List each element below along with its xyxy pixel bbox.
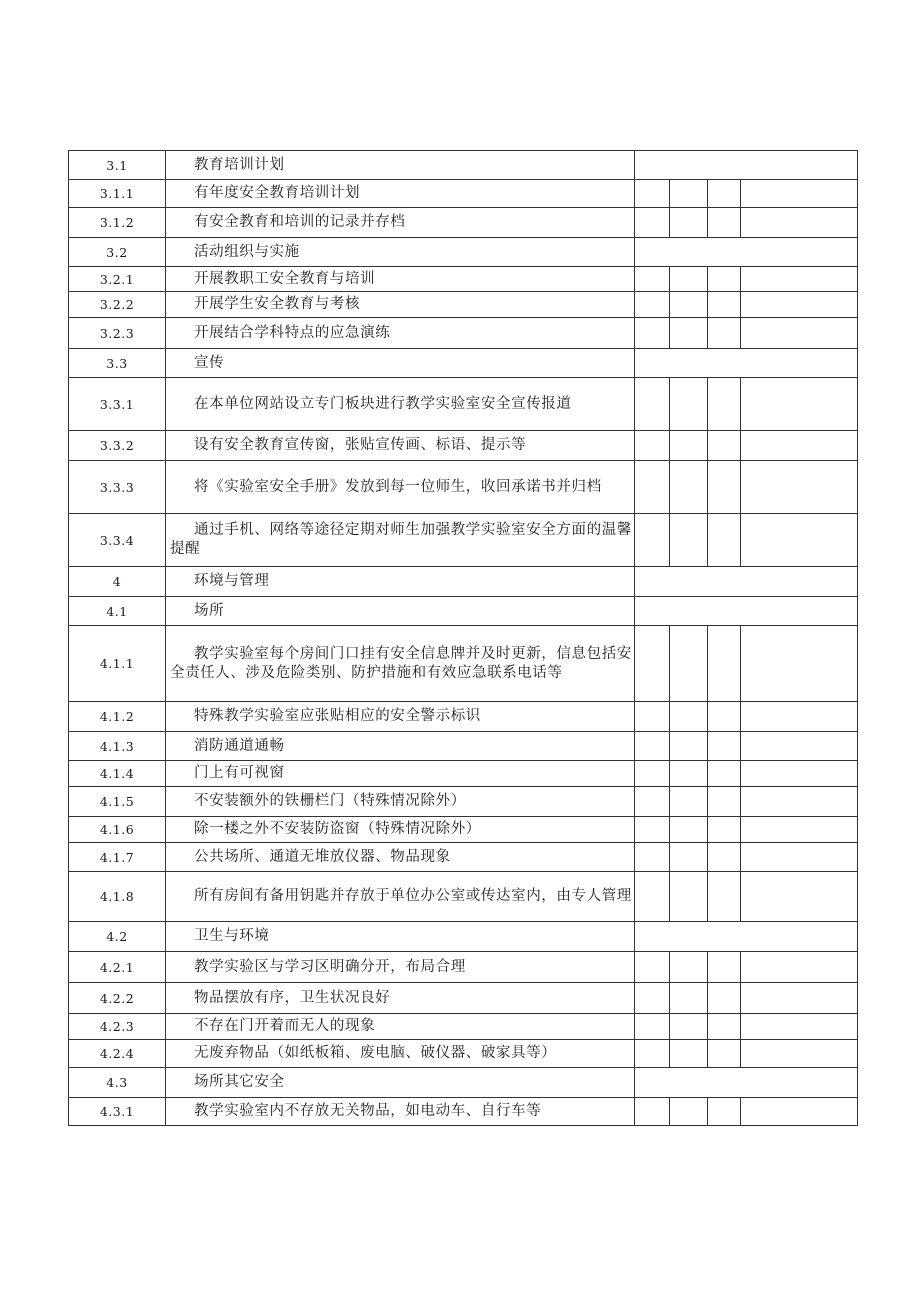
item-description-text: 特殊教学实验室应张贴相应的安全警示标识 [194,708,481,724]
item-number: 3.1.1 [69,180,166,208]
section-spacer-cell [635,349,858,378]
check-cell-4[interactable] [741,514,858,567]
item-description [166,761,635,787]
item-description-text: 在本单位网站设立专门板块进行教学实验室安全宣传报道 [194,395,572,412]
check-cell-4[interactable] [741,626,858,702]
check-cell-1[interactable] [635,843,670,872]
item-number: 3.3.2 [69,431,166,461]
item-description [166,292,635,318]
item-description [166,702,635,732]
section-row [69,1068,858,1098]
item-description [166,514,635,567]
check-cell-4[interactable] [741,1014,858,1040]
item-description [166,732,635,761]
check-cell-1[interactable] [635,1040,670,1068]
item-row [69,461,858,514]
item-description [166,378,635,431]
check-cell-2[interactable] [670,952,708,983]
check-cell-2[interactable] [670,514,708,567]
check-cell-2[interactable] [670,761,708,787]
item-number: 4.2 [69,922,166,952]
check-cell-1[interactable] [635,292,670,318]
check-cell-4[interactable] [741,872,858,922]
item-description-text: 开展结合学科特点的应急演练 [194,324,391,341]
item-description [166,238,635,267]
check-cell-2[interactable] [670,732,708,761]
check-cell-4[interactable] [741,761,858,787]
check-cell-3[interactable] [708,267,741,292]
check-cell-3[interactable] [708,1040,741,1068]
item-row [69,872,858,922]
item-row [69,732,858,761]
section-check-cell[interactable] [635,151,858,180]
item-number: 4.3.1 [69,1098,166,1126]
check-cell-1[interactable] [635,461,670,514]
item-number: 4.1.3 [69,732,166,761]
item-description-text: 卫生与环境 [194,928,270,944]
item-row [69,267,858,292]
check-cell-3[interactable] [708,787,741,817]
check-cell-3[interactable] [708,1098,741,1126]
check-cell-1[interactable] [635,952,670,983]
item-description-text: 消防通道通畅 [194,737,285,754]
item-description-text: 物品摆放有序，卫生状况良好 [194,989,391,1006]
item-description-text: 有安全教育和培训的记录并存档 [194,214,406,230]
item-description [166,1098,635,1126]
check-cell-4[interactable] [741,1040,858,1068]
item-number: 4.1.7 [69,843,166,872]
item-number: 3.3.1 [69,378,166,431]
check-cell-2[interactable] [670,843,708,872]
item-description-text: 活动组织与实施 [194,243,300,260]
section-spacer-cell [635,567,858,597]
item-row [69,1014,858,1040]
check-cell-3[interactable] [708,378,741,431]
item-description [166,318,635,349]
item-description-text: 有年度安全教育培训计划 [194,185,361,201]
check-cell-3[interactable] [708,817,741,843]
item-description [166,983,635,1014]
item-number: 3.3.4 [69,514,166,567]
item-description [166,952,635,983]
check-cell-4[interactable] [741,1098,858,1126]
item-description [166,626,635,702]
item-row [69,208,858,238]
section-spacer-cell [635,1068,858,1098]
item-description [166,1040,635,1068]
check-cell-4[interactable] [741,732,858,761]
check-cell-1[interactable] [635,1014,670,1040]
check-cell-3[interactable] [708,732,741,761]
check-cell-1[interactable] [635,817,670,843]
item-number: 3.2.3 [69,318,166,349]
check-cell-3[interactable] [708,626,741,702]
check-cell-3[interactable] [708,952,741,983]
section-row [69,597,858,626]
item-description [166,267,635,292]
check-cell-1[interactable] [635,872,670,922]
item-description-text: 通过手机、网络等途径定期对师生加强教学实验室安全方面的温馨提醒 [170,522,632,557]
check-cell-3[interactable] [708,702,741,732]
item-description-text: 无废弃物品（如纸板箱、废电脑、破仪器、破家具等） [194,1045,557,1061]
item-description [166,922,635,952]
check-cell-4[interactable] [741,983,858,1014]
item-description [166,180,635,208]
check-cell-4[interactable] [741,431,858,461]
item-row [69,180,858,208]
item-number: 4.1.8 [69,872,166,922]
check-cell-4[interactable] [741,702,858,732]
item-description [166,1014,635,1040]
check-cell-1[interactable] [635,267,670,292]
check-cell-3[interactable] [708,1014,741,1040]
item-description [166,208,635,238]
item-description-text: 设有安全教育宣传窗，张贴宣传画、标语、提示等 [194,437,527,453]
checklist-body [69,151,858,1126]
check-cell-2[interactable] [670,817,708,843]
item-number: 3.2.2 [69,292,166,318]
item-row [69,378,858,431]
inspection-checklist-table [68,150,858,1126]
check-cell-4[interactable] [741,267,858,292]
item-description [166,349,635,378]
item-row [69,952,858,983]
item-description-text: 场所 [194,602,225,619]
check-cell-2[interactable] [670,1014,708,1040]
check-cell-4[interactable] [741,318,858,349]
item-number: 3.2 [69,238,166,267]
item-number: 4 [69,567,166,597]
check-cell-1[interactable] [635,180,670,208]
check-cell-2[interactable] [670,1040,708,1068]
check-cell-1[interactable] [635,702,670,732]
section-spacer-cell [635,922,858,952]
check-cell-3[interactable] [708,180,741,208]
item-description [166,151,635,180]
check-cell-2[interactable] [670,702,708,732]
check-cell-2[interactable] [670,461,708,514]
check-cell-4[interactable] [741,378,858,431]
check-cell-1[interactable] [635,732,670,761]
check-cell-3[interactable] [708,292,741,318]
check-cell-2[interactable] [670,318,708,349]
check-cell-2[interactable] [670,787,708,817]
item-description [166,461,635,514]
section-spacer-cell [635,238,858,267]
item-row [69,761,858,787]
item-description [166,567,635,597]
item-description-text: 场所其它安全 [194,1074,285,1090]
item-number: 4.1.1 [69,626,166,702]
check-cell-2[interactable] [670,431,708,461]
check-cell-4[interactable] [741,817,858,843]
item-row [69,1098,858,1126]
check-cell-4[interactable] [741,952,858,983]
item-description-text: 将《实验室安全手册》发放到每一位师生，收回承诺书并归档 [194,478,602,495]
check-cell-4[interactable] [741,461,858,514]
check-cell-4[interactable] [741,208,858,238]
item-description [166,431,635,461]
item-row [69,983,858,1014]
item-row [69,626,858,702]
item-row [69,431,858,461]
check-cell-3[interactable] [708,461,741,514]
check-cell-1[interactable] [635,378,670,431]
check-cell-1[interactable] [635,787,670,817]
item-description-text: 开展学生安全教育与考核 [194,296,361,312]
check-cell-1[interactable] [635,208,670,238]
check-cell-4[interactable] [741,787,858,817]
item-row [69,817,858,843]
item-description-text: 环境与管理 [194,573,270,589]
check-cell-1[interactable] [635,431,670,461]
item-description-text: 教学实验室每个房间门口挂有安全信息牌并及时更新，信息包括安全责任人、涉及危险类别、防护措施和有效应急联系电话等 [170,645,632,681]
item-number: 4.1.6 [69,817,166,843]
item-description-text: 不安装额外的铁栅栏门（特殊情况除外） [194,793,466,809]
check-cell-2[interactable] [670,626,708,702]
check-cell-1[interactable] [635,318,670,349]
item-number: 4.1.4 [69,761,166,787]
item-row [69,1040,858,1068]
check-cell-4[interactable] [741,180,858,208]
item-description [166,817,635,843]
check-cell-3[interactable] [708,318,741,349]
section-row [69,151,858,180]
item-row [69,787,858,817]
item-number: 3.2.1 [69,267,166,292]
check-cell-1[interactable] [635,626,670,702]
item-description-text: 开展教职工安全教育与培训 [194,270,376,287]
item-number: 4.1.2 [69,702,166,732]
item-row [69,843,858,872]
item-description-text: 所有房间有备用钥匙并存放于单位办公室或传达室内，由专人管理 [194,888,632,904]
check-cell-2[interactable] [670,180,708,208]
item-number: 3.3 [69,349,166,378]
item-number: 4.3 [69,1068,166,1098]
check-cell-2[interactable] [670,983,708,1014]
item-description-text: 教学实验区与学习区明确分开，布局合理 [194,958,466,975]
check-cell-2[interactable] [670,208,708,238]
check-cell-3[interactable] [708,872,741,922]
item-row [69,292,858,318]
item-description [166,787,635,817]
item-row [69,318,858,349]
section-row [69,922,858,952]
check-cell-1[interactable] [635,514,670,567]
check-cell-4[interactable] [741,292,858,318]
item-description [166,843,635,872]
check-cell-1[interactable] [635,1098,670,1126]
check-cell-3[interactable] [708,843,741,872]
check-cell-1[interactable] [635,761,670,787]
check-cell-2[interactable] [670,378,708,431]
check-cell-3[interactable] [708,514,741,567]
check-cell-2[interactable] [670,267,708,292]
item-description-text: 门上有可视窗 [194,765,285,781]
check-cell-3[interactable] [708,208,741,238]
item-number: 3.3.3 [69,461,166,514]
item-description-text: 除一楼之外不安装防盗窗（特殊情况除外） [194,821,481,837]
item-description-text: 公共场所、通道无堆放仪器、物品现象 [194,848,451,865]
section-row [69,349,858,378]
check-cell-2[interactable] [670,872,708,922]
item-number: 4.1.5 [69,787,166,817]
item-description [166,597,635,626]
check-cell-3[interactable] [708,761,741,787]
check-cell-1[interactable] [635,983,670,1014]
item-number: 4.1 [69,597,166,626]
item-number: 3.1.2 [69,208,166,238]
item-description [166,1068,635,1098]
item-description-text: 教学实验室内不存放无关物品，如电动车、自行车等 [194,1103,542,1119]
item-number: 3.1 [69,151,166,180]
check-cell-2[interactable] [670,1098,708,1126]
item-description-text: 宣传 [194,354,225,371]
check-cell-3[interactable] [708,431,741,461]
check-cell-2[interactable] [670,292,708,318]
check-cell-3[interactable] [708,983,741,1014]
item-number: 4.2.2 [69,983,166,1014]
item-number: 4.2.4 [69,1040,166,1068]
item-row [69,514,858,567]
item-description-text: 教育培训计划 [194,156,285,173]
item-row [69,702,858,732]
check-cell-4[interactable] [741,843,858,872]
item-description [166,872,635,922]
section-spacer-cell [635,597,858,626]
section-row [69,567,858,597]
item-description-text: 不存在门开着而无人的现象 [194,1018,376,1034]
item-number: 4.2.3 [69,1014,166,1040]
item-number: 4.2.1 [69,952,166,983]
section-row [69,238,858,267]
